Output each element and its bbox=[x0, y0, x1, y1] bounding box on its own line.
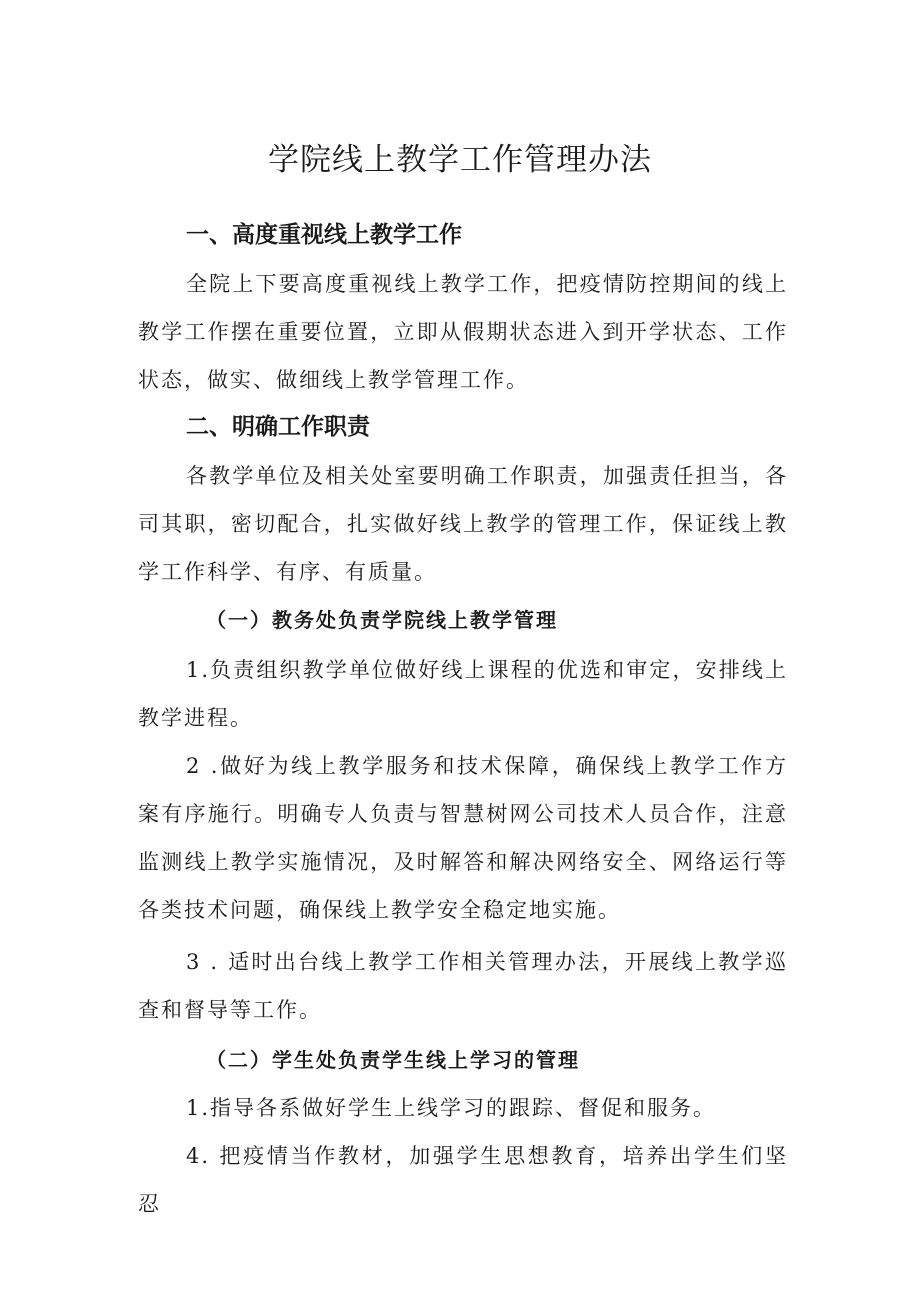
section-2-heading: 二、明确工作职责 bbox=[186, 414, 370, 440]
subsection-2-item-4: 4. 把疫情当作教材，加强学生思想教育，培养出学生们坚忍 bbox=[138, 1144, 788, 1216]
subsection-1-heading: （一）教务处负责学院线上教学管理 bbox=[206, 608, 558, 632]
section-2-paragraph: 各教学单位及相关处室要明确工作职责，加强责任担当，各司其职，密切配合，扎实做好线上教学的管理工作，保证线上教学工作科学、有序、有质量。 bbox=[138, 464, 788, 584]
section-1-paragraph: 全院上下要高度重视线上教学工作，把疫情防控期间的线上教学工作摆在重要位置，立即从假期状态进入到开学状态、工作状态，做实、做细线上教学管理工作。 bbox=[138, 272, 788, 392]
subsection-1-item-1: 1.负责组织教学单位做好线上课程的优选和审定，安排线上教学进程。 bbox=[138, 658, 788, 730]
document-title: 学院线上教学工作管理办法 bbox=[268, 142, 652, 178]
section-1-heading: 一、高度重视线上教学工作 bbox=[186, 222, 462, 248]
subsection-1-item-2: 2 .做好为线上教学服务和技术保障，确保线上教学工作方案有序施行。明确专人负责与智慧树网公司技术人员合作，注意监测线上教学实施情况，及时解答和解决网络安全、网络运行等各类技术问题，确保线上教学安全稳定地实施。 bbox=[138, 754, 788, 922]
subsection-1-item-3: 3 . 适时出台线上教学工作相关管理办法，开展线上教学巡查和督导等工作。 bbox=[138, 950, 788, 1022]
subsection-2-item-1: 1.指导各系做好学生上线学习的跟踪、督促和服务。 bbox=[186, 1096, 717, 1120]
subsection-2-heading: （二）学生处负责学生线上学习的管理 bbox=[206, 1048, 580, 1072]
